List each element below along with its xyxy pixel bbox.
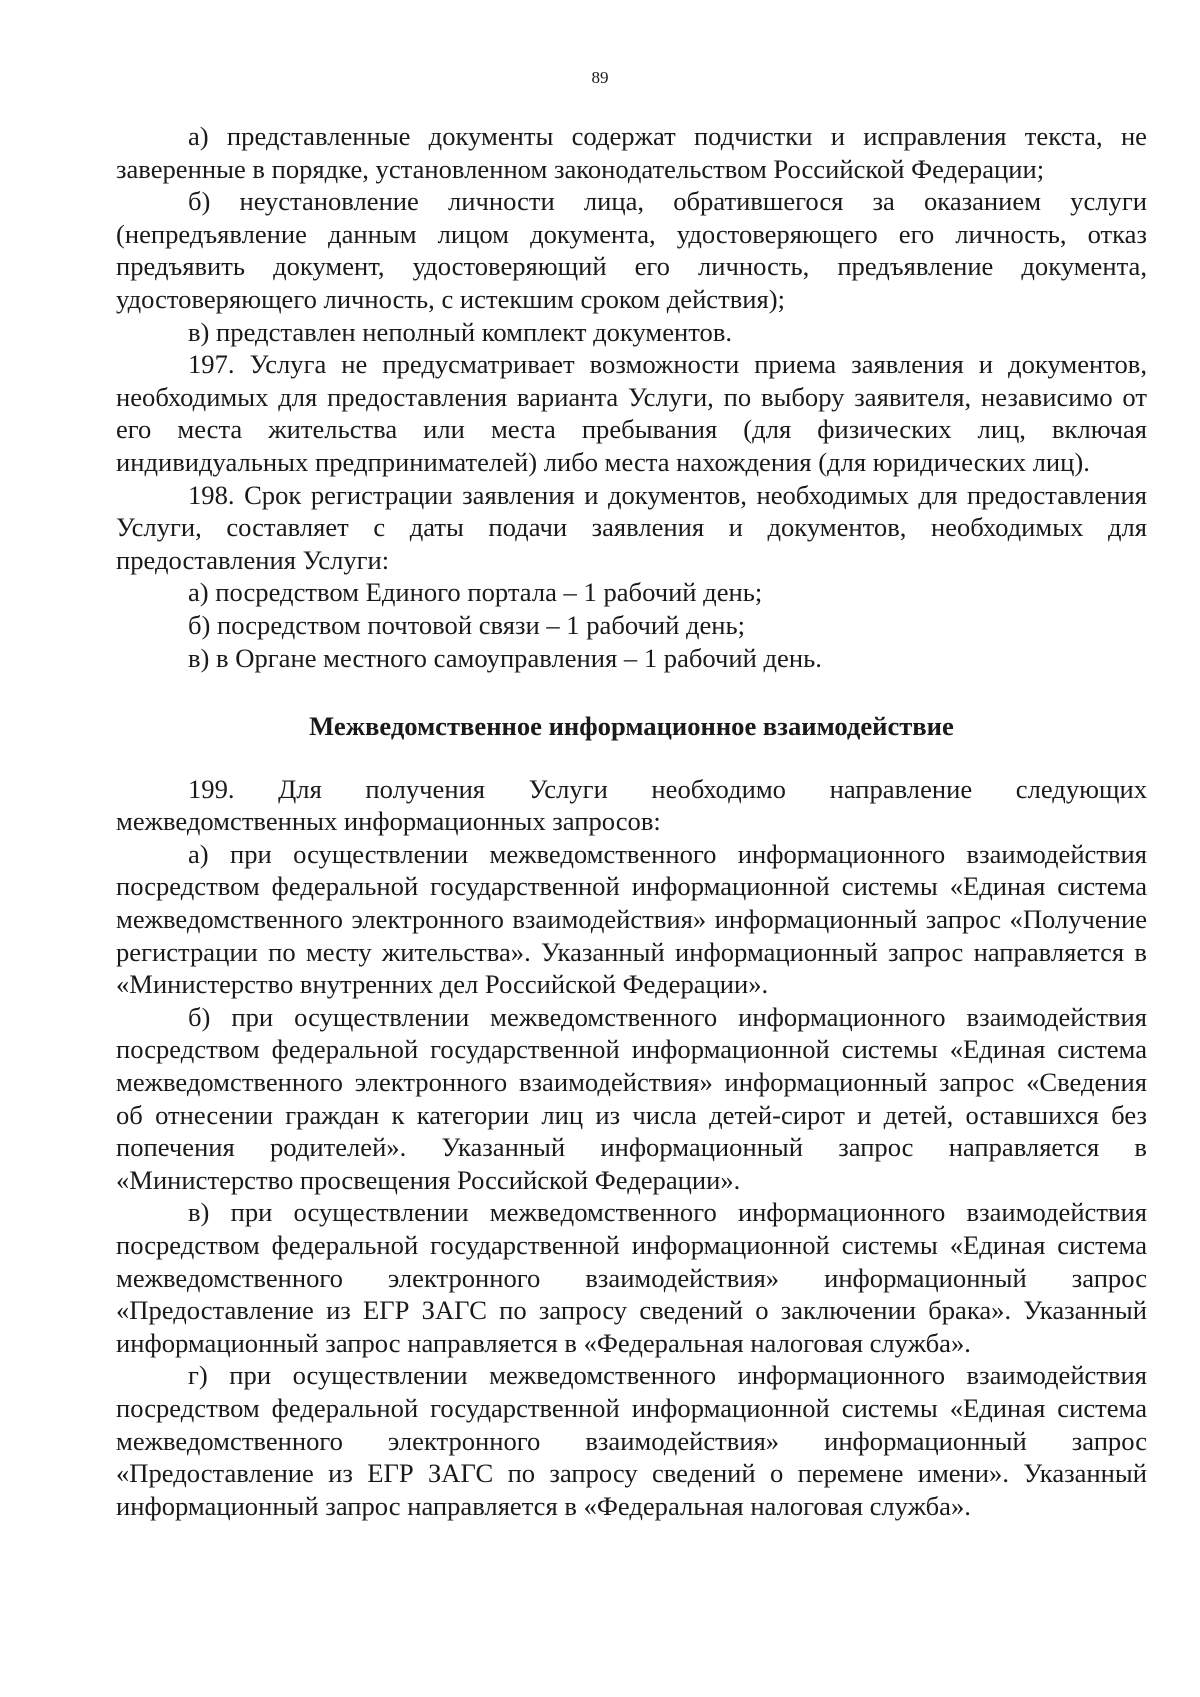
page-number: 89 bbox=[591, 68, 609, 87]
paragraph-199-v-marriage-request: в) при осуществлении межведомственного информационного взаимодействия посредством федеральной государственной информационной системы «Единая система межведомственного электронного взаимодействия» информационный запрос «Предоставление из ЕГР ЗАГС по запросу сведений о заключении брака». Указанный информационный запрос направляется в «Федеральная налоговая служба». bbox=[116, 1197, 1147, 1358]
paragraph-197: 197. Услуга не предусматривает возможности приема заявления и документов, необходимых для предоставления варианта Услуги, по выбору заявителя, независимо от его места жительства или места пребывания (для физических лиц, включая индивидуальных предпринимателей) либо места нахождения (для юридических лиц). bbox=[116, 349, 1147, 477]
paragraph-item-b-identity-not-established: б) неустановление личности лица, обратившегося за оказанием услуги (непредъявление данным лицом документа, удостоверяющего его личность, отказ предъявить документ, удостоверяющий его личность, предъявление документа, удостоверяющего личность, с истекшим сроком действия); bbox=[116, 186, 1147, 314]
paragraph-198: 198. Срок регистрации заявления и документов, необходимых для предоставления Услуги, составляет с даты подачи заявления и документов, необходимых для предоставления Услуги: bbox=[116, 479, 1147, 575]
paragraph-199-g-name-change-request: г) при осуществлении межведомственного информационного взаимодействия посредством федеральной государственной информационной системы «Единая система межведомственного электронного взаимодействия» информационный запрос «Предоставление из ЕГР ЗАГС по запросу сведений о перемене имени». Указанный информационный запрос направляется в «Федеральная налоговая служба». bbox=[116, 1360, 1147, 1521]
paragraph-item-a-documents-corrections: а) представленные документы содержат подчистки и исправления текста, не заверенные в порядке, установленном законодательством Российской Федерации; bbox=[116, 121, 1147, 184]
paragraph-199-a-registration-request: а) при осуществлении межведомственного информационного взаимодействия посредством федеральной государственной информационной системы «Единая система межведомственного электронного взаимодействия» информационный запрос «Получение регистрации по месту жительства». Указанный информационный запрос направляется в «Министерство внутренних дел Российской Федерации». bbox=[116, 838, 1147, 1000]
paragraph-198-v-local-authority: в) в Органе местного самоуправления – 1 рабочий день. bbox=[188, 642, 822, 673]
paragraph-199-b-orphans-request: б) при осуществлении межведомственного информационного взаимодействия посредством федеральной государственной информационной системы «Единая система межведомственного электронного взаимодействия» информационный запрос «Сведения об отнесении граждан к категории лиц из числа детей-сирот и детей, оставшихся без попечения родителей». Указанный информационный запрос направляется в «Министерство просвещения Российской Федерации». bbox=[116, 1001, 1147, 1195]
document-body bbox=[116, 120, 1147, 1522]
paragraph-199: 199. Для получения Услуги необходимо направление следующих межведомственных информационных запросов: bbox=[116, 773, 1147, 837]
paragraph-198-b-post: б) посредством почтовой связи – 1 рабочий день; bbox=[188, 609, 746, 640]
paragraph-item-v-incomplete-set: в) представлен неполный комплект документов. bbox=[188, 316, 733, 347]
section-heading: Межведомственное информационное взаимодействие bbox=[309, 711, 954, 742]
paragraph-198-a-portal: а) посредством Единого портала – 1 рабочий день; bbox=[188, 577, 763, 608]
